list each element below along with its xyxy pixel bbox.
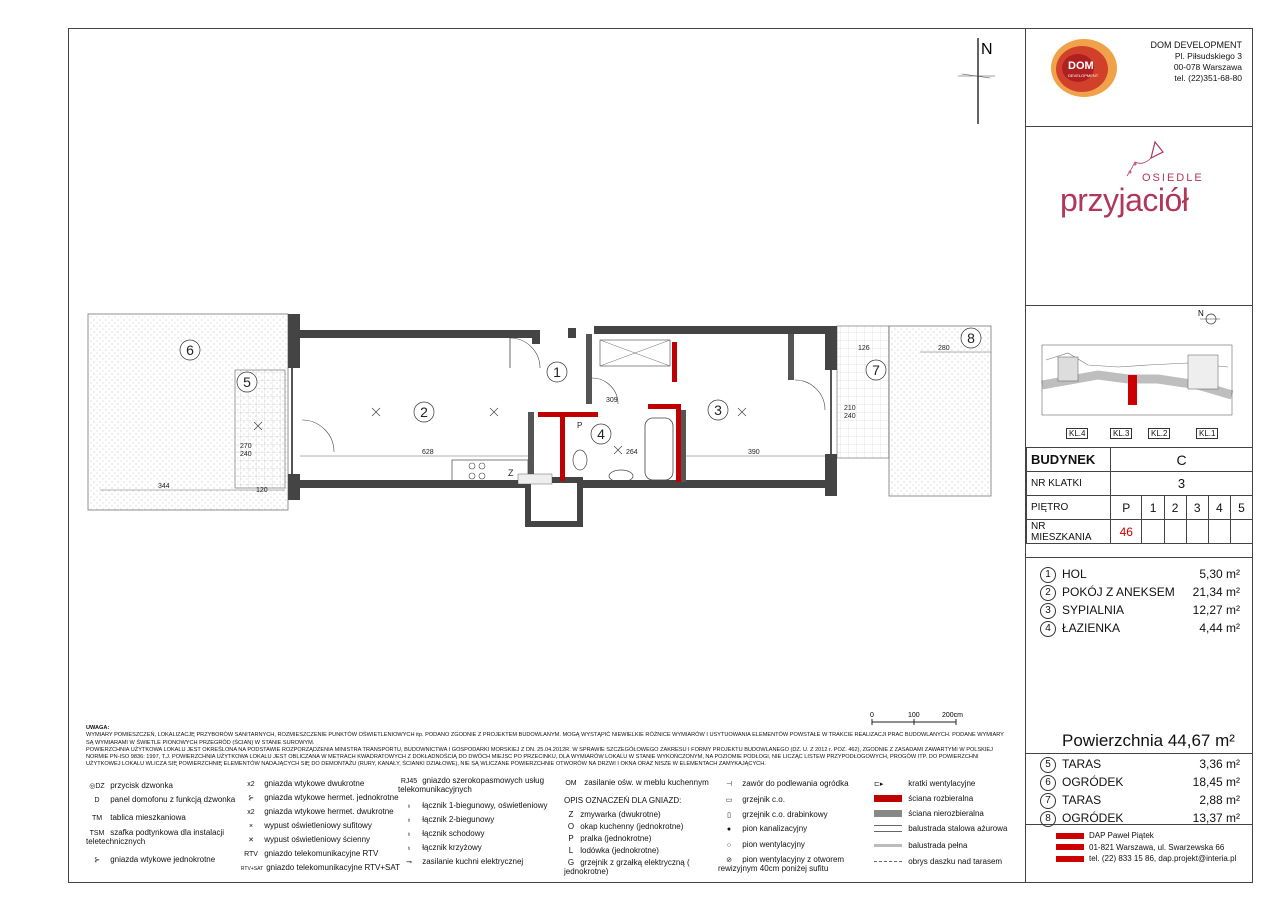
legend-symbol: ⊱ xyxy=(94,857,100,864)
legend-text: łącznik schodowy xyxy=(422,829,485,838)
dim-label: 344 xyxy=(158,483,170,490)
room-area: 5,30 m² xyxy=(1199,567,1240,581)
canopy-outline-swatch xyxy=(874,861,902,862)
key-plan-stair: KL.2 xyxy=(1148,428,1170,439)
notes-line: WYMIARY POMIESZCZEŃ, LOKALIZACJĘ PRZYBORÓW SANITARNYCH, ROZMIESZCZENIE PUNKTÓW OŚWIETLENIOWYCH itp. PODANO ZGODNIE Z PROJEKTEM BUDOWLANYM. MOGĄ WYSTĄPIĆ NIEWIELKIE RÓŻNICE WYMIARÓW I USYTUOWANIA ELEMENTÓW POWSTAŁE W TRAKCIE REALIZACJI PRAC BUDOWLANYCH. PODANE WYMIARY xyxy=(86,732,1004,739)
legend-text: balustrada pełna xyxy=(908,841,968,850)
structural-wall-swatch xyxy=(874,810,902,817)
floor-cell: 4 xyxy=(1208,496,1230,520)
floor-cell: 2 xyxy=(1164,496,1186,520)
room-number: 4 xyxy=(1040,621,1056,637)
room-row xyxy=(1040,774,1240,792)
legend-item xyxy=(86,828,236,846)
room-name: OGRÓDEK xyxy=(1062,811,1124,825)
room-number: 8 xyxy=(1040,811,1056,827)
toilet-icon xyxy=(573,450,587,470)
legend-item xyxy=(398,843,482,852)
legend-item xyxy=(240,863,400,872)
dim-label: 210 xyxy=(844,405,856,412)
mieszkanie-label: NR MIESZKANIA xyxy=(1027,520,1111,544)
legend-text: pion kanalizacyjny xyxy=(742,824,808,833)
legend-item xyxy=(398,829,484,838)
legend-text: kratki wentylacyjne xyxy=(908,779,976,788)
company-address2: 00-078 Warszawa xyxy=(1173,62,1242,72)
dim-label: 240 xyxy=(844,413,856,420)
legend-text: gniazda wtykowe hermet. dwukrotne xyxy=(264,807,394,816)
legend-item xyxy=(86,855,215,864)
floor-plan xyxy=(80,300,1010,540)
legend-text: zawór do podlewania ogródka xyxy=(742,779,849,788)
legend-symbol: ♁ xyxy=(406,831,412,838)
legend-symbol: Z xyxy=(568,810,574,819)
legend-text: grzejnik c.o. xyxy=(742,795,785,804)
floor-cell: 5 xyxy=(1230,496,1252,520)
designer-address: 01-821 Warszawa, ul. Swarzewska 66 xyxy=(1089,842,1225,852)
svg-text:N: N xyxy=(1198,309,1204,318)
legend-text: szafka podtynkowa dla instalacji teletechnicznych xyxy=(86,828,225,846)
legend-text: ściana rozbieralna xyxy=(908,794,974,803)
room-row xyxy=(1040,566,1240,584)
legend-item xyxy=(718,779,849,788)
legend-symbol: RTV xyxy=(244,851,258,858)
legend-item xyxy=(718,855,868,873)
klatka-value: 3 xyxy=(1111,472,1253,496)
dim-label: 264 xyxy=(626,449,638,456)
total-area: Powierzchnia 44,67 m² xyxy=(1062,731,1235,750)
room-row xyxy=(1040,756,1240,774)
legend-symbol: RTV+SAT xyxy=(240,866,264,872)
legend-item xyxy=(874,779,975,788)
legend-symbol: ✕ xyxy=(248,837,254,844)
legend-item xyxy=(560,778,709,787)
company-info xyxy=(1150,40,1242,84)
legend-symbol: RJ45 xyxy=(400,778,418,785)
legend-text: grzejnik z grzałką elektryczną ( jednokrotne) xyxy=(564,858,690,876)
legend-text: łącznik 2-biegunowy xyxy=(422,815,495,824)
railing-open-swatch xyxy=(874,825,902,832)
company-name: DOM DEVELOPMENT xyxy=(1150,40,1242,50)
budynek-value: C xyxy=(1111,448,1253,472)
project-prefix: OSIEDLE xyxy=(1142,172,1204,184)
room-name: HOL xyxy=(1062,567,1087,581)
legend-item xyxy=(398,815,494,824)
project-name: przyjaciół xyxy=(1060,182,1189,218)
key-plan xyxy=(1038,325,1238,443)
legend-symbol: L xyxy=(568,846,574,855)
socket-letter: Z xyxy=(508,468,514,478)
room-name: POKÓJ Z ANEKSEM xyxy=(1062,585,1175,599)
room-7-label: 7 xyxy=(872,362,880,378)
room-area: 13,37 m² xyxy=(1192,811,1240,825)
notes-line: POWIERZCHNIA UŻYTKOWA LOKALU JEST OKREŚLONA NA PODSTAWIE ROZPORZĄDZENIA MINISTRA TRANSPORTU, BUDOWNICTWA I GOSPODARKI MORSKIEJ Z DN. 25.04.2012R. W SPRAWIE SZCZEGÓŁOWEGO ZAKRESU I FORMY PROJEKTU BUDOWLANEGO (DZ. U. Z 2012 r. POZ. 462), ZGODNIE Z ZASADAMI ZAWARTYMI W POLSKIEJ xyxy=(86,746,993,753)
legend-item xyxy=(564,822,683,831)
legend-item xyxy=(398,776,548,794)
room-row xyxy=(1040,810,1240,828)
legend-item xyxy=(564,810,661,819)
company-phone: tel. (22)351-68-80 xyxy=(1174,73,1242,83)
legend-text: zasilanie ośw. w meblu kuchennym xyxy=(584,778,709,787)
legend-item xyxy=(240,821,372,830)
legend-symbol: × xyxy=(248,823,254,830)
room-area: 12,27 m² xyxy=(1192,603,1240,617)
legend-symbol: ♁ xyxy=(406,803,412,810)
legend-item xyxy=(874,841,967,850)
logo-text: DOM xyxy=(1068,60,1094,72)
legend-item xyxy=(240,849,378,858)
legend-item xyxy=(86,781,173,790)
legend-text: gniazdo telekomunikacyjne RTV+SAT xyxy=(266,863,401,872)
legend-symbol: ⊱ xyxy=(248,795,254,802)
legend-item xyxy=(398,857,523,866)
divider xyxy=(1025,753,1253,754)
designer-info xyxy=(1056,830,1236,865)
dim-label: 390 xyxy=(748,449,760,456)
kitchen-counter xyxy=(452,460,528,482)
legend-item xyxy=(240,793,399,802)
legend-text: ściana nierozbieralna xyxy=(908,809,984,818)
room-area: 2,88 m² xyxy=(1199,793,1240,807)
notes-line: NORMIE PN-ISO 9836: 1997, T.J. POWIERZCHNIA UŻYTKOWA LOKALU JEST OBLICZANA W METRACH KWADRATOWYCH Z DOKŁADNOŚCIĄ DO DWÓCH MIEJSC PO PRZECINKU, DLA WYMIARÓW LOKALU W STANIE WYKOŃCZONYM, NA POZIOMIE PODŁOGI, NIE LICZĄC LISTEW PRZYPODŁOGOWYCH, PROGÓW ITP. DO POWIERZCHNI xyxy=(86,754,979,761)
pietro-label: PIĘTRO xyxy=(1027,496,1111,520)
legend-text: łącznik krzyżowy xyxy=(422,843,482,852)
legend-text: panel domofonu z funkcją dzwonka xyxy=(110,795,236,804)
legend-symbol: G xyxy=(567,858,575,867)
legend-symbol: TM xyxy=(91,815,103,822)
room-5-label: 5 xyxy=(243,374,251,390)
mieszkanie-value: 46 xyxy=(1111,520,1142,544)
room-8-label: 8 xyxy=(967,330,975,346)
legend-text: pion wentylacyjny xyxy=(742,840,805,849)
north-arrow-icon xyxy=(950,36,1000,126)
legend-text: gniazdo telekomunikacyjne RTV xyxy=(264,849,379,858)
room-number: 6 xyxy=(1040,775,1056,791)
room-2-label: 2 xyxy=(420,404,428,420)
legend-item xyxy=(874,809,984,818)
room-row xyxy=(1040,792,1240,810)
notes-line: SĄ WYMIARAMI W ŚWIETLE PIONOWYCH PRZEGRÓD (ŚCIAN) W STANIE SUROWYM. xyxy=(86,739,315,746)
room-area: 18,45 m² xyxy=(1192,775,1240,789)
legend-text: pion wentylacyjny z otworem rewizyjnym 40cm poniżej sufitu xyxy=(718,855,845,873)
designer-contact: tel. (22) 833 15 86, dap.projekt@interia.pl xyxy=(1089,854,1237,863)
legend-text: zasilanie kuchni elektrycznej xyxy=(422,857,524,866)
floor-cell: 3 xyxy=(1186,496,1208,520)
legend-text: wypust oświetleniowy ścienny xyxy=(264,835,371,844)
outdoor-list xyxy=(1040,756,1240,828)
logo-subtext: DEVELOPMENT xyxy=(1068,73,1099,78)
legend-item xyxy=(718,795,785,804)
legend-symbol: ⊸ xyxy=(406,859,412,866)
apartment-info-table xyxy=(1026,447,1253,544)
legend-item xyxy=(240,835,370,844)
legend-text: lodówka (jednokrotne) xyxy=(580,846,659,855)
room-name: TARAS xyxy=(1062,793,1102,807)
notes-title: UWAGA: xyxy=(86,725,110,731)
key-plan-stair: KL.1 xyxy=(1196,428,1218,439)
legend-item xyxy=(86,813,186,822)
divider xyxy=(1025,305,1253,306)
legend-item xyxy=(240,807,394,816)
floor-cell: 1 xyxy=(1142,496,1164,520)
legend-item xyxy=(398,801,547,810)
legend-symbol: O xyxy=(567,822,575,831)
company-address1: Pl. Piłsudskiego 3 xyxy=(1174,51,1242,61)
scale-200: 200cm xyxy=(942,712,964,719)
scale-0: 0 xyxy=(870,712,874,719)
room-number: 5 xyxy=(1040,757,1056,773)
dom-development-logo xyxy=(1048,36,1120,100)
legend-symbol: TSM xyxy=(89,830,105,837)
floor-cell: P xyxy=(1111,496,1142,520)
legend-symbol: OM xyxy=(565,780,577,787)
room-3-label: 3 xyxy=(714,402,722,418)
dim-label: 126 xyxy=(858,345,870,352)
legend-item xyxy=(240,779,364,788)
north-arrow-small-icon xyxy=(1196,308,1222,330)
room-number: 1 xyxy=(1040,567,1056,583)
legend-symbol: ♁ xyxy=(406,817,412,824)
legend-subtitle: OPIS OZNACZEŃ DLA GNIAZD: xyxy=(564,796,682,805)
legend-symbol: ⊘ xyxy=(726,857,732,864)
legend-text: okap kuchenny (jednokrotne) xyxy=(580,822,684,831)
room-name: ŁAZIENKA xyxy=(1062,621,1121,635)
legend-item xyxy=(564,858,704,876)
room-number: 3 xyxy=(1040,603,1056,619)
room-row xyxy=(1040,584,1240,602)
legend-text: tablica mieszkaniowa xyxy=(110,813,186,822)
legend-item xyxy=(874,857,1002,866)
dim-label: 240 xyxy=(240,451,252,458)
room-row xyxy=(1040,620,1240,638)
dim-label: 309 xyxy=(606,397,618,404)
legend-item xyxy=(564,834,651,843)
room-number: 7 xyxy=(1040,793,1056,809)
legend-symbol: x2 xyxy=(247,809,255,816)
legend-symbol: ▯ xyxy=(727,812,731,819)
room-name: SYPIALNIA xyxy=(1062,603,1125,617)
dim-label: 270 xyxy=(240,443,252,450)
legend-text: gniazda wtykowe jednokrotne xyxy=(110,855,216,864)
room-1-label: 1 xyxy=(553,364,561,380)
legend-text: wypust oświetleniowy sufitowy xyxy=(264,821,372,830)
notes-line: UŻYTKOWEJ LOKALU WLICZA SIĘ POWIERZCHNIĘ ELEMENTÓW NADAJĄCYCH SIĘ DO DEMONTAŻU (RURY, KANAŁY, ŚCIANKI DZIAŁOWE), NIE SĄ WLICZANE POWIERZCHNIE OTWORÓW NA DRZWI I OKNA ORAZ NISZE W ELEMENTACH ZAMYKAJĄCYCH. xyxy=(86,761,766,768)
room-6-label: 6 xyxy=(186,342,194,358)
legend-text: pralka (jednokrotne) xyxy=(580,834,652,843)
legend-text: gniazda wtykowe hermet. jednokrotne xyxy=(264,793,399,802)
dim-label: 628 xyxy=(422,449,434,456)
room-number: 2 xyxy=(1040,585,1056,601)
budynek-label: BUDYNEK xyxy=(1027,448,1111,472)
north-label: N xyxy=(981,41,993,58)
legend-item xyxy=(874,794,973,803)
legend-item xyxy=(564,846,659,855)
dim-label: 280 xyxy=(938,345,950,352)
legend-text: gniazdo szerokopasmowych usług telekomunikacyjnych xyxy=(398,776,545,794)
dim-label: 120 xyxy=(256,487,268,494)
room-name: TARAS xyxy=(1062,757,1102,771)
legend-text: balustrada stalowa ażurowa xyxy=(908,824,1008,833)
room-area: 21,34 m² xyxy=(1192,585,1240,599)
legend-symbol: ⊣ xyxy=(725,781,733,788)
legend-item xyxy=(718,810,828,819)
room-4-label: 4 xyxy=(597,426,605,442)
legend-symbol: x2 xyxy=(247,781,255,788)
room-area: 3,36 m² xyxy=(1199,757,1240,771)
legend-symbol: D xyxy=(94,797,100,804)
notes-block xyxy=(86,725,1016,769)
klatka-label: NR KLATKI xyxy=(1027,472,1111,496)
legend-text: łącznik 1-biegunowy, oświetleniowy xyxy=(422,801,548,810)
demolition-wall-swatch xyxy=(874,795,902,802)
legend-symbol: ▭ xyxy=(725,797,733,804)
socket-letter: P xyxy=(577,421,583,430)
legend-symbol: ♁ xyxy=(406,845,412,852)
divider xyxy=(1025,126,1253,127)
legend-text: obrys daszku nad tarasem xyxy=(908,857,1003,866)
legend-symbol: P xyxy=(568,834,574,843)
legend-symbol: ● xyxy=(726,826,732,833)
divider xyxy=(1025,557,1253,558)
legend-symbol: ○ xyxy=(726,842,732,849)
key-plan-stair: KL.3 xyxy=(1110,428,1132,439)
room-area: 4,44 m² xyxy=(1199,621,1240,635)
vent-grille-icon: ⊏▸ xyxy=(874,781,884,788)
room-name: OGRÓDEK xyxy=(1062,775,1124,789)
legend-item xyxy=(718,840,805,849)
legend-item xyxy=(718,824,807,833)
legend-text: przycisk dzwonka xyxy=(110,781,173,790)
legend-symbol: ◎DZ xyxy=(89,783,105,790)
railing-solid-swatch xyxy=(874,844,902,847)
legend-text: zmywarka (dwukrotne) xyxy=(580,810,661,819)
legend-item xyxy=(86,795,236,804)
rooms-list xyxy=(1040,566,1240,638)
bathtub-icon xyxy=(645,418,673,480)
key-plan-stair: KL.4 xyxy=(1066,428,1088,439)
room-row xyxy=(1040,602,1240,620)
legend-text: grzejnik c.o. drabinkowy xyxy=(742,810,828,819)
designer-name: DAP Paweł Piątek xyxy=(1089,831,1154,840)
legend-item xyxy=(874,824,1007,833)
scale-100: 100 xyxy=(908,712,920,719)
legend-text: gniazda wtykowe dwukrotne xyxy=(264,779,365,788)
